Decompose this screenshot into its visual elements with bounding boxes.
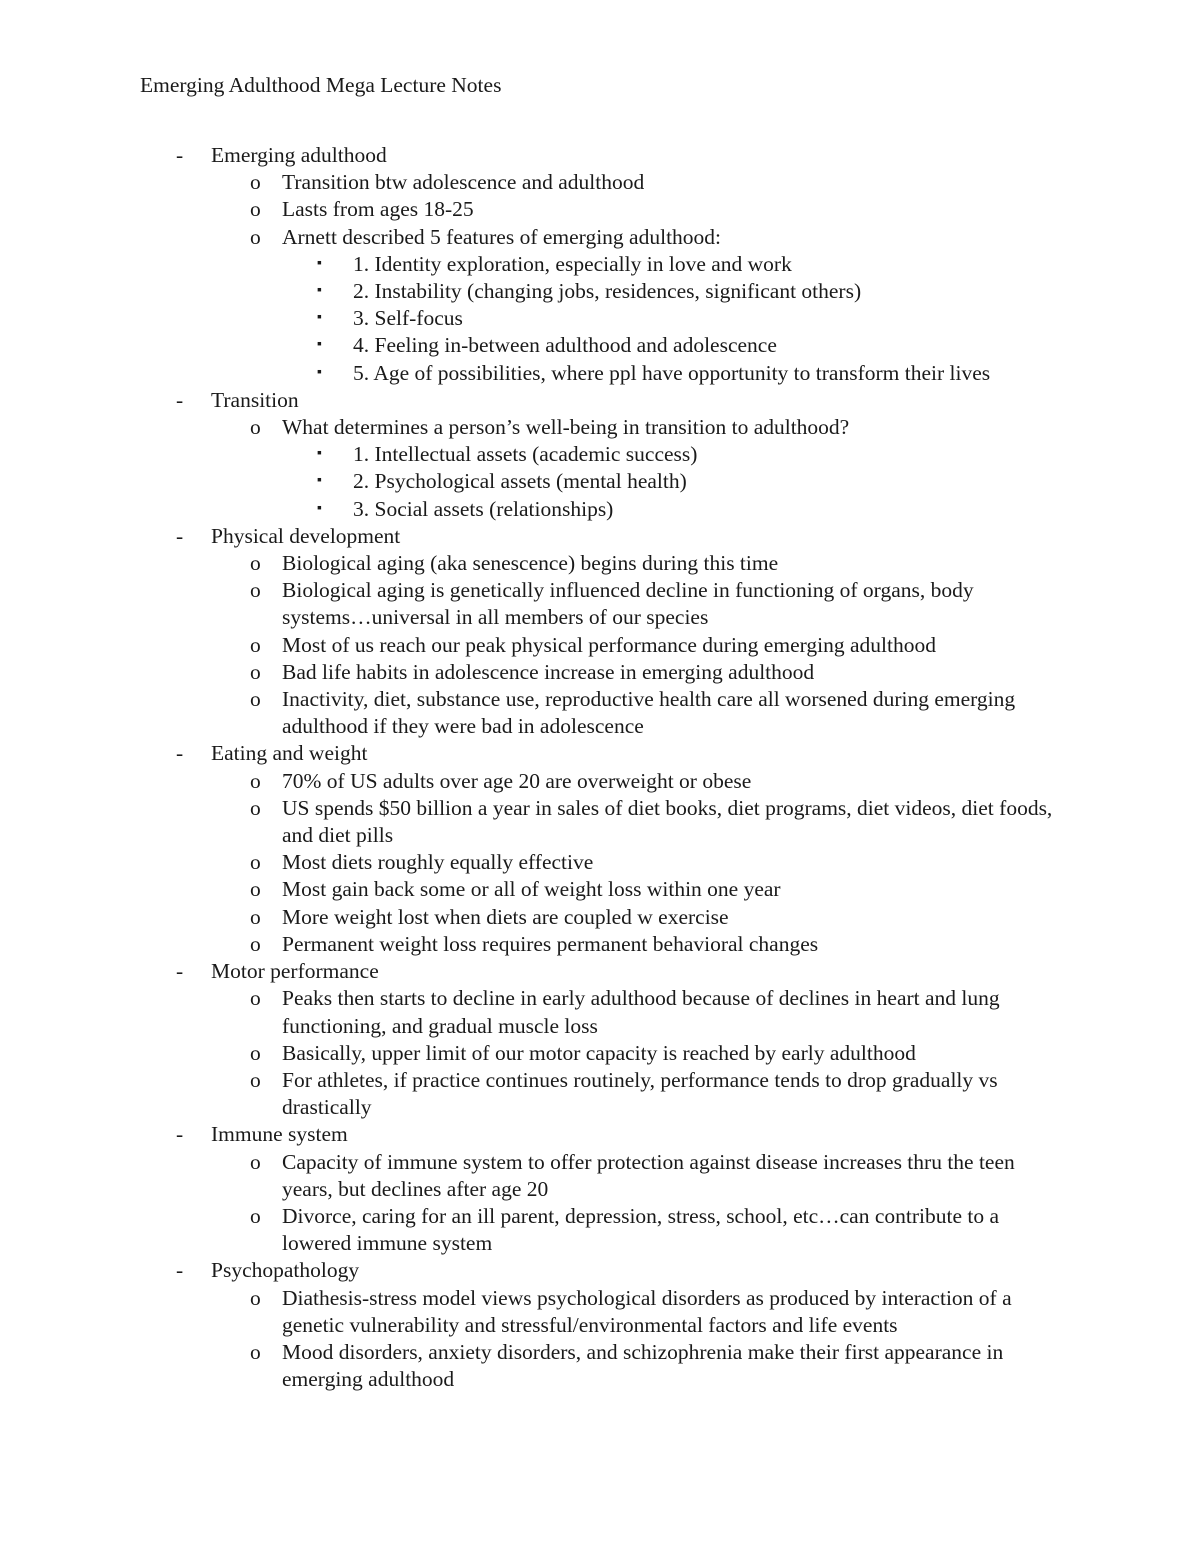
notes-outline <box>0 142 1200 1393</box>
sub-list-item <box>0 360 1200 387</box>
circle-bullet: o <box>250 931 261 956</box>
list-item-text: What determines a person’s well-being in transition to adulthood? <box>282 415 850 440</box>
list-item <box>0 904 1057 931</box>
sub-list-item-text: 1. Intellectual assets (academic success) <box>353 442 698 467</box>
sub-list-item <box>0 468 1200 495</box>
sub-list-item <box>0 332 1200 359</box>
list-item <box>0 196 1057 223</box>
list-item-text: Mood disorders, anxiety disorders, and schizophrenia make their first appearance in emerging adulthood <box>282 1339 1004 1392</box>
document-title: Emerging Adulthood Mega Lecture Notes <box>140 73 502 97</box>
list-item-text: US spends $50 billion a year in sales of diet books, diet programs, diet videos, diet foods, and diet pills <box>282 795 1053 848</box>
section-heading-text: Physical development <box>211 523 401 548</box>
list-item <box>0 1040 1057 1067</box>
list-item-text: Arnett described 5 features of emerging adulthood: <box>282 224 722 249</box>
sub-list-item-text: 2. Psychological assets (mental health) <box>353 469 687 494</box>
list-item <box>0 1203 1057 1257</box>
list-item-text: Most of us reach our peak physical performance during emerging adulthood <box>282 632 936 657</box>
section-heading-text: Emerging adulthood <box>211 143 387 167</box>
list-item <box>0 224 1057 251</box>
circle-bullet: o <box>250 415 261 440</box>
square-bullet: ▪ <box>317 283 322 299</box>
circle-bullet: o <box>250 795 261 820</box>
list-item <box>0 1149 1057 1203</box>
sub-list-item-text: 3. Social assets (relationships) <box>353 496 614 521</box>
list-item-text: Diathesis-stress model views psychological disorders as produced by interaction of a genetic vulnerability and stressful/environmental factors and life events <box>282 1285 1012 1337</box>
sub-list-item <box>0 305 1200 332</box>
section-heading <box>0 142 1200 169</box>
circle-bullet: o <box>250 986 261 1011</box>
list-item <box>0 768 1057 795</box>
circle-bullet: o <box>250 170 261 195</box>
sub-list-item-text: 3. Self-focus <box>353 306 463 331</box>
circle-bullet: o <box>250 632 261 657</box>
circle-bullet: o <box>250 197 261 222</box>
section-heading-text: Immune system <box>211 1122 348 1147</box>
dash-marker: - <box>176 387 184 412</box>
dash-marker: - <box>176 959 184 984</box>
section-heading <box>0 1257 1200 1284</box>
list-item-text: Basically, upper limit of our motor capacity is reached by early adulthood <box>282 1040 916 1065</box>
list-item-text: Peaks then starts to decline in early adulthood because of declines in heart and lung functioning, and gradual muscle loss <box>282 986 1000 1038</box>
list-item-text: Most gain back some or all of weight loss within one year <box>282 877 781 902</box>
list-item <box>0 1339 1057 1393</box>
circle-bullet: o <box>250 1339 261 1364</box>
list-item-text: Bad life habits in adolescence increase in emerging adulthood <box>282 659 815 684</box>
section-heading <box>0 387 1200 414</box>
square-bullet: ▪ <box>317 310 322 326</box>
list-item <box>0 985 1057 1039</box>
list-item-text: Lasts from ages 18-25 <box>282 197 474 222</box>
circle-bullet: o <box>250 578 261 603</box>
circle-bullet: o <box>250 904 261 929</box>
list-item <box>0 414 1057 441</box>
list-item-text: Divorce, caring for an ill parent, depression, stress, school, etc…can contribute to a lowered immune system <box>282 1203 1000 1256</box>
section-heading <box>0 523 1200 550</box>
sub-list-item <box>0 496 1200 523</box>
square-bullet: ▪ <box>317 364 322 380</box>
list-item-text: Capacity of immune system to offer protection against disease increases thru the teen years, but declines after age 20 <box>282 1149 1015 1201</box>
sub-list-item <box>0 278 1200 305</box>
square-bullet: ▪ <box>317 255 322 271</box>
list-item-text: Inactivity, diet, substance use, reproductive health care all worsened during emerging adulthood if they were bad in adolescence <box>282 687 1016 739</box>
list-item <box>0 931 1057 958</box>
sub-list-item-text: 2. Instability (changing jobs, residences, significant others) <box>353 279 862 304</box>
list-item-text: Biological aging (aka senescence) begins during this time <box>282 551 779 576</box>
circle-bullet: o <box>250 1040 261 1065</box>
list-item <box>0 849 1057 876</box>
list-item-text: Permanent weight loss requires permanent behavioral changes <box>282 931 819 956</box>
list-item-text: For athletes, if practice continues routinely, performance tends to drop gradually vs drastically <box>282 1067 998 1120</box>
circle-bullet: o <box>250 1285 261 1310</box>
dash-marker: - <box>176 523 184 548</box>
list-item-text: Biological aging is genetically influenced decline in functioning of organs, body systems…universal in all members of our species <box>282 578 974 630</box>
circle-bullet: o <box>250 687 261 712</box>
square-bullet: ▪ <box>317 473 322 489</box>
square-bullet: ▪ <box>317 446 322 462</box>
list-item-text: Most diets roughly equally effective <box>282 850 594 875</box>
circle-bullet: o <box>250 850 261 875</box>
list-item <box>0 169 1057 196</box>
dash-marker: - <box>176 1258 184 1283</box>
sub-list-item-text: 4. Feeling in-between adulthood and adolescence <box>353 333 777 358</box>
circle-bullet: o <box>250 877 261 902</box>
sub-list-item <box>0 441 1200 468</box>
list-item <box>0 632 1057 659</box>
circle-bullet: o <box>250 768 261 793</box>
section-heading-text: Transition <box>211 387 299 412</box>
circle-bullet: o <box>250 551 261 576</box>
list-item <box>0 686 1057 740</box>
list-item <box>0 577 1057 631</box>
dash-marker: - <box>176 143 184 167</box>
list-item <box>0 1285 1057 1339</box>
circle-bullet: o <box>250 1067 261 1092</box>
list-item <box>0 795 1057 849</box>
circle-bullet: o <box>250 659 261 684</box>
section-heading <box>0 740 1200 767</box>
circle-bullet: o <box>250 224 261 249</box>
list-item <box>0 550 1057 577</box>
list-item-text: More weight lost when diets are coupled w exercise <box>282 904 729 929</box>
circle-bullet: o <box>250 1149 261 1174</box>
sub-list-item-text: 1. Identity exploration, especially in love and work <box>353 251 792 276</box>
square-bullet: ▪ <box>317 337 322 353</box>
section-heading-text: Motor performance <box>211 959 379 984</box>
list-item-text: 70% of US adults over age 20 are overweight or obese <box>282 768 752 793</box>
list-item-text: Transition btw adolescence and adulthood <box>282 170 645 195</box>
list-item <box>0 876 1057 903</box>
square-bullet: ▪ <box>317 500 322 516</box>
circle-bullet: o <box>250 1203 261 1228</box>
sub-list-item <box>0 251 1200 278</box>
list-item <box>0 659 1057 686</box>
sub-list-item-text: 5. Age of possibilities, where ppl have opportunity to transform their lives <box>353 360 991 385</box>
section-heading <box>0 958 1200 985</box>
section-heading-text: Psychopathology <box>211 1258 360 1283</box>
list-item <box>0 1067 1057 1121</box>
dash-marker: - <box>176 741 184 766</box>
section-heading-text: Eating and weight <box>211 741 368 766</box>
section-heading <box>0 1121 1200 1148</box>
dash-marker: - <box>176 1122 184 1147</box>
